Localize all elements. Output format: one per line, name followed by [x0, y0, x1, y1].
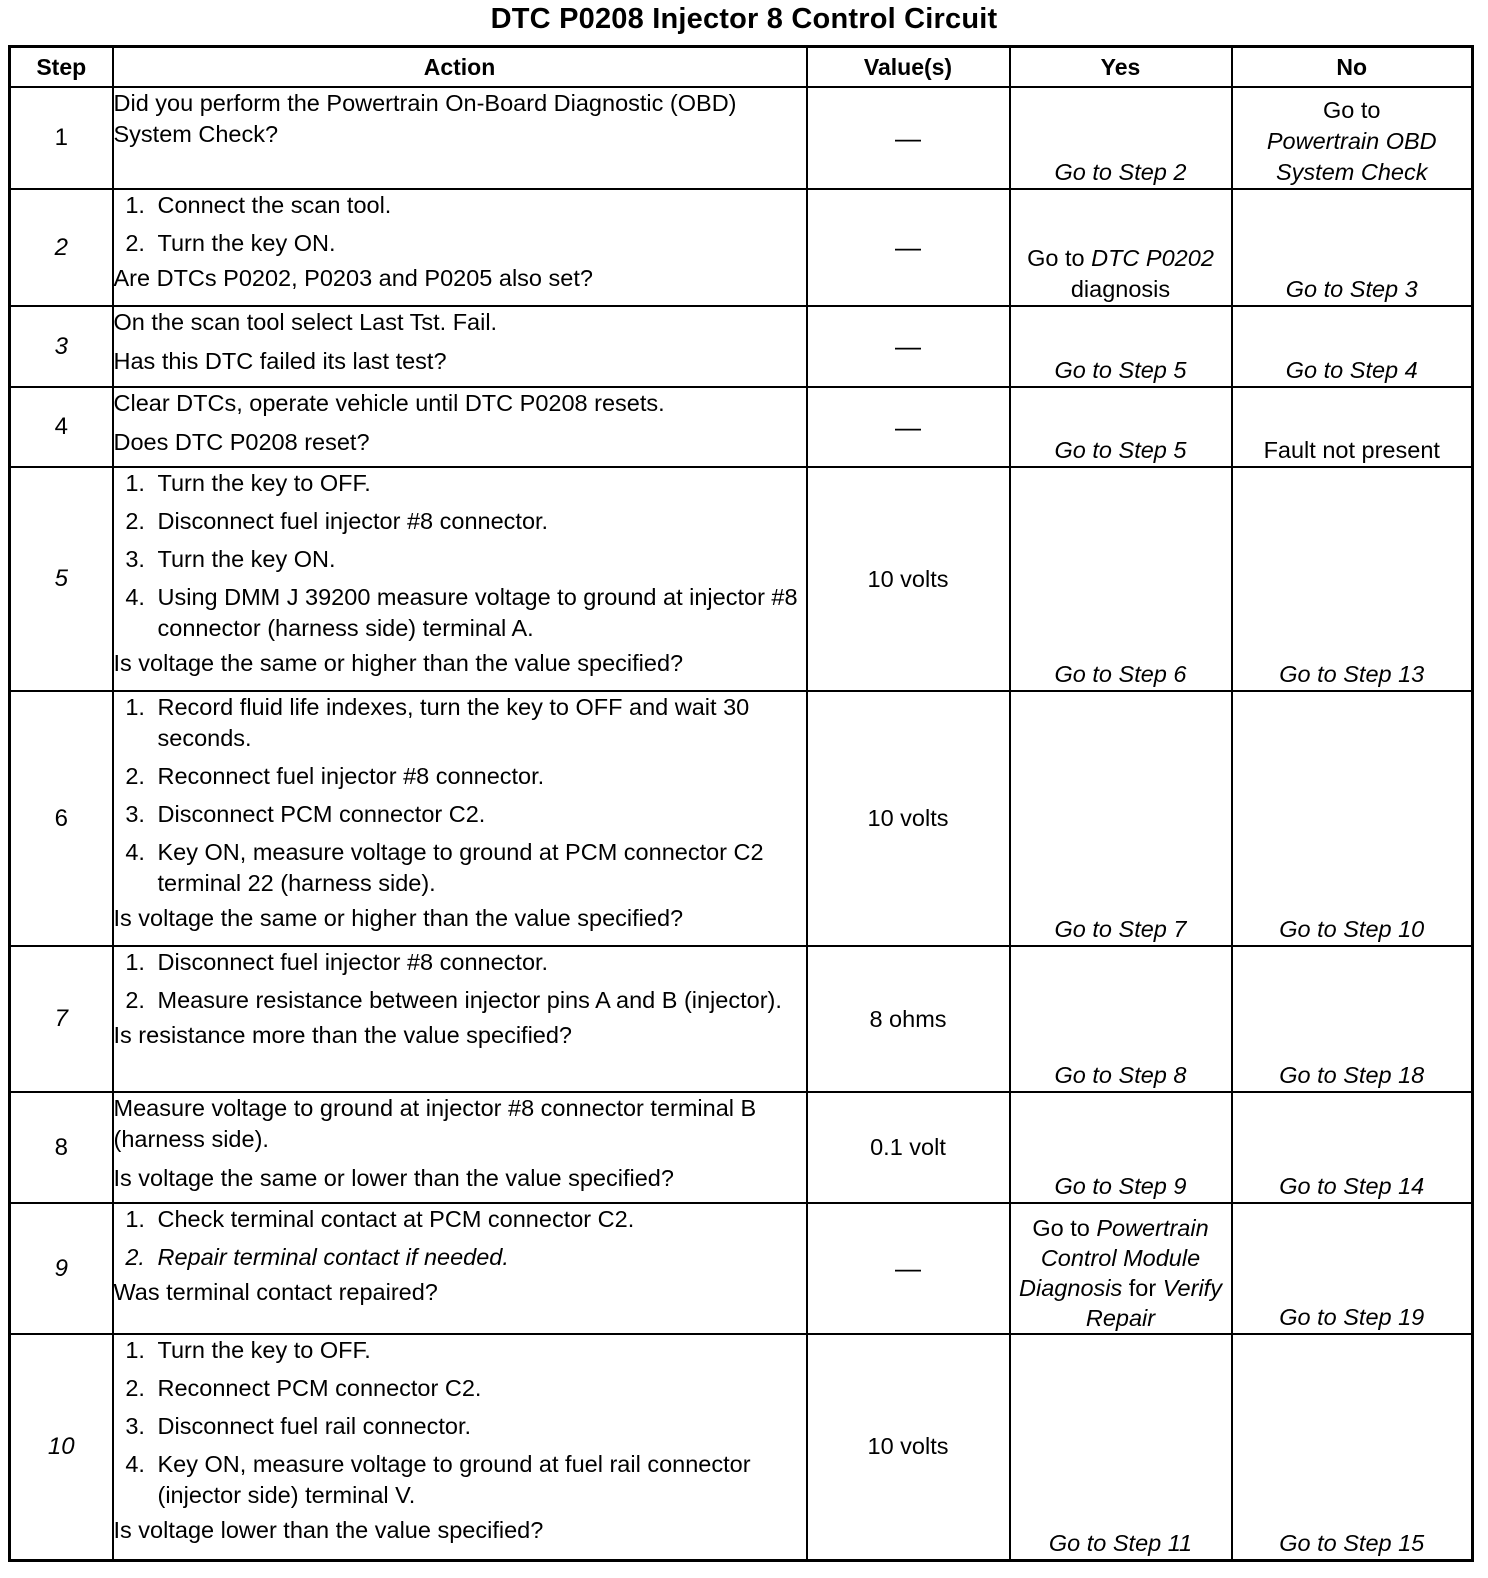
action-steps [114, 1204, 806, 1273]
step-number: 4 [10, 387, 113, 467]
value-cell: — [807, 189, 1010, 306]
no-cell: Go to Step 19 [1232, 1203, 1473, 1334]
yes-cell: Go to Step 5 [1010, 306, 1232, 387]
step-number: 2 [10, 189, 113, 306]
action-cell [113, 691, 807, 946]
action-step: 1. Turn the key to OFF. [152, 468, 806, 499]
value-cell: 10 volts [807, 691, 1010, 946]
step-number: 6 [10, 691, 113, 946]
action-step: 2. Repair terminal contact if needed. [152, 1242, 806, 1273]
no-cell: Go to Step 10 [1232, 691, 1473, 946]
step-number: 1 [10, 87, 113, 189]
yes-reference: Powertrain Control Module Diagnosis [1019, 1215, 1209, 1301]
table-row [10, 1334, 1473, 1560]
action-step: 1. Connect the scan tool. [152, 190, 806, 221]
value-cell: 10 volts [807, 1334, 1010, 1560]
step-number: 7 [10, 946, 113, 1092]
step-number: 5 [10, 467, 113, 691]
action-steps [114, 947, 806, 1016]
action-text: On the scan tool select Last Tst. Fail. [113, 309, 498, 335]
yes-cell: Go to Step 11 [1010, 1334, 1232, 1560]
action-step: 2. Turn the key ON. [152, 228, 806, 259]
header-no: No [1232, 47, 1473, 88]
no-cell: Go to Step 13 [1232, 467, 1473, 691]
action-question: Was terminal contact repaired? [113, 1279, 438, 1305]
yes-cell: Go to Step 5 [1010, 387, 1232, 467]
yes-cell: Go to Step 2 [1010, 87, 1232, 189]
table-row [10, 189, 1473, 306]
no-reference: Powertrain OBD System Check [1266, 128, 1437, 185]
step-number: 3 [10, 306, 113, 387]
action-step: 4. Key ON, measure voltage to ground at fuel rail connector (injector side) terminal V. [152, 1449, 806, 1511]
action-step: 2. Measure resistance between injector pins A and B (injector). [152, 985, 806, 1016]
header-action: Action [113, 47, 807, 88]
value-cell: 10 volts [807, 467, 1010, 691]
action-step: 1. Turn the key to OFF. [152, 1335, 806, 1366]
action-step: 3. Disconnect PCM connector C2. [152, 799, 806, 830]
value-cell: — [807, 387, 1010, 467]
action-cell [113, 87, 807, 189]
yes-cell: Go to Step 9 [1010, 1092, 1232, 1203]
header-yes: Yes [1010, 47, 1232, 88]
action-step: 2. Reconnect fuel injector #8 connector. [152, 761, 806, 792]
page-title: DTC P0208 Injector 8 Control Circuit [490, 3, 998, 35]
action-question: Is resistance more than the value specified? [113, 1022, 573, 1048]
action-cell [113, 306, 807, 387]
action-step: 4. Key ON, measure voltage to ground at PCM connector C2 terminal 22 (harness side). [152, 837, 806, 899]
action-cell [113, 1092, 807, 1203]
action-step: 3. Turn the key ON. [152, 544, 806, 575]
action-cell [113, 189, 807, 306]
no-cell: Fault not present [1232, 387, 1473, 467]
yes-cell: Go to Step 6 [1010, 467, 1232, 691]
header-row [10, 47, 1473, 88]
action-cell [113, 946, 807, 1092]
table-row [10, 467, 1473, 691]
action-question: Has this DTC failed its last test? [113, 348, 447, 374]
value-cell: 0.1 volt [807, 1092, 1010, 1203]
action-steps [114, 190, 806, 259]
action-text: Clear DTCs, operate vehicle until DTC P0208 resets. [113, 390, 665, 416]
action-step: 3. Disconnect fuel rail connector. [152, 1411, 806, 1442]
no-cell: Go to Step 18 [1232, 946, 1473, 1092]
yes-cell [1010, 1203, 1232, 1334]
table-row [10, 306, 1473, 387]
action-question: Are DTCs P0202, P0203 and P0205 also set? [113, 265, 593, 291]
table-row [10, 1092, 1473, 1203]
no-cell [1232, 87, 1473, 189]
action-cell [113, 1334, 807, 1560]
action-steps [114, 1335, 806, 1511]
no-cell: Go to Step 15 [1232, 1334, 1473, 1560]
yes-suffix: diagnosis [1070, 276, 1171, 302]
table-row [10, 87, 1473, 189]
yes-cell [1010, 189, 1232, 306]
action-question: Is voltage lower than the value specified? [113, 1517, 544, 1543]
action-text: Did you perform the Powertrain On-Board Diagnostic (OBD) System Check? [113, 90, 737, 147]
header-value: Value(s) [807, 47, 1010, 88]
no-cell: Go to Step 14 [1232, 1092, 1473, 1203]
no-prefix: Go to [1323, 97, 1381, 123]
yes-prefix: Go to [1027, 245, 1085, 271]
yes-connector: for [1128, 1275, 1157, 1301]
action-step: 2. Reconnect PCM connector C2. [152, 1373, 806, 1404]
yes-cell: Go to Step 7 [1010, 691, 1232, 946]
step-number: 10 [10, 1334, 113, 1560]
action-question: Is voltage the same or lower than the value specified? [113, 1165, 674, 1191]
action-question: Is voltage the same or higher than the value specified? [113, 905, 684, 931]
value-cell: 8 ohms [807, 946, 1010, 1092]
action-text: Measure voltage to ground at injector #8 connector terminal B (harness side). [113, 1095, 757, 1152]
value-cell: — [807, 1203, 1010, 1334]
action-steps [114, 468, 806, 644]
action-question: Does DTC P0208 reset? [113, 429, 370, 455]
value-cell: — [807, 306, 1010, 387]
action-cell [113, 467, 807, 691]
yes-reference: DTC P0202 [1091, 245, 1214, 271]
step-number: 9 [10, 1203, 113, 1334]
action-cell [113, 1203, 807, 1334]
action-step: 1. Check terminal contact at PCM connector C2. [152, 1204, 806, 1235]
action-step: 4. Using DMM J 39200 measure voltage to ground at injector #8 connector (harness side) terminal A. [152, 582, 806, 644]
table-row [10, 946, 1473, 1092]
diagnostic-table [8, 45, 1474, 1562]
table-row [10, 691, 1473, 946]
action-question: Is voltage the same or higher than the value specified? [113, 650, 684, 676]
yes-cell: Go to Step 8 [1010, 946, 1232, 1092]
action-step: 2. Disconnect fuel injector #8 connector. [152, 506, 806, 537]
table-row [10, 1203, 1473, 1334]
yes-prefix: Go to [1032, 1215, 1090, 1241]
yes-reference-2: Verify Repair [1085, 1275, 1222, 1331]
action-step: 1. Disconnect fuel injector #8 connector. [152, 947, 806, 978]
value-cell: — [807, 87, 1010, 189]
header-step: Step [10, 47, 113, 88]
action-steps [114, 692, 806, 899]
no-cell: Go to Step 3 [1232, 189, 1473, 306]
table-row [10, 387, 1473, 467]
no-cell: Go to Step 4 [1232, 306, 1473, 387]
action-cell [113, 387, 807, 467]
action-step: 1. Record fluid life indexes, turn the key to OFF and wait 30 seconds. [152, 692, 806, 754]
step-number: 8 [10, 1092, 113, 1203]
